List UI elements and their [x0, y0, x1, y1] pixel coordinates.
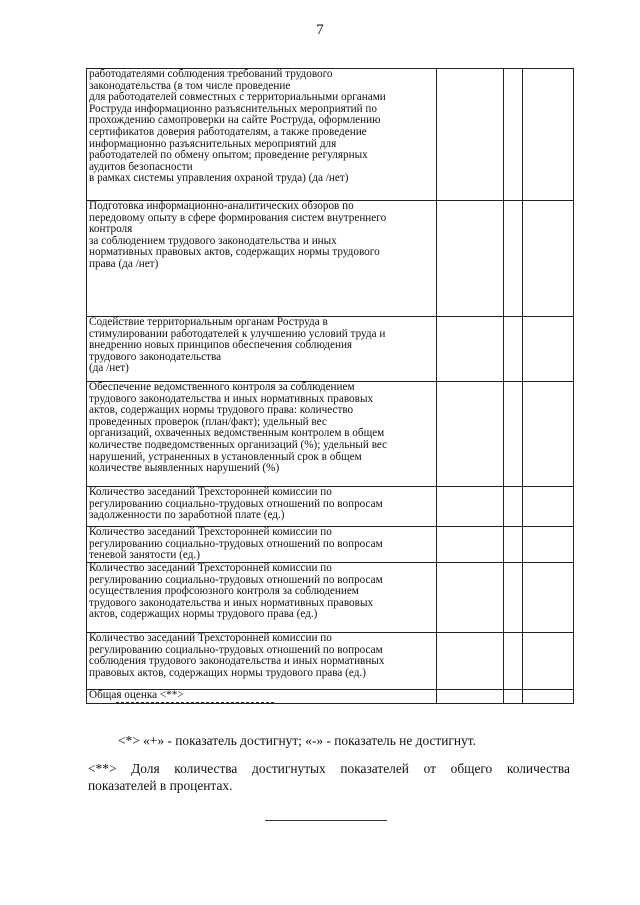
indicator-text-line: аудитов безопасности [89, 160, 193, 173]
indicator-cell [87, 563, 437, 633]
footnote-2-line-1: <**> Доля количества достигнутых показателей от общего количества [88, 761, 570, 776]
table-row [87, 317, 574, 382]
indicator-text-line: регулированию социально-трудовых отношений по вопросам [89, 643, 383, 656]
indicator-text-line: нормативных правовых актов, содержащих нормы трудового [89, 246, 380, 259]
value-cell-3 [523, 201, 574, 317]
value-cell-3 [523, 690, 574, 704]
value-cell-1 [437, 382, 503, 487]
indicator-text-line: контроля [89, 223, 133, 236]
value-cell-2 [503, 527, 523, 563]
indicator-cell [87, 382, 437, 487]
indicator-text-line: сертификатов доверия работодателям, а также проведение [89, 125, 367, 138]
indicator-text-line: Роструда информационно разъяснительных мероприятий по [89, 102, 378, 115]
indicator-text-line: трудового законодательства и иных нормативных правовых [89, 596, 374, 609]
table-row [87, 382, 574, 487]
indicator-text-line: Количество заседаний Трехсторонней комиссии по [89, 632, 332, 644]
indicator-cell [87, 633, 437, 690]
indicator-cell [87, 487, 437, 527]
table-row [87, 563, 574, 633]
table-row [87, 69, 574, 201]
indicator-text-line: для работодателей совместных с территориальными органами [89, 91, 386, 104]
page-number: 7 [316, 22, 324, 38]
value-cell-1 [437, 487, 503, 527]
indicator-text-line: стимулировании работодателей к улучшению условий труда и [89, 327, 386, 340]
value-cell-2 [503, 690, 523, 704]
value-cell-3 [523, 527, 574, 563]
indicator-text-line: Общая оценка <**> [89, 689, 184, 701]
indicator-text-line: передовому опыту в сфере формирования систем внутреннего [89, 211, 387, 224]
value-cell-3 [523, 317, 574, 382]
indicator-text-line: задолженности по заработной плате (ед.) [89, 509, 285, 522]
indicator-text-line: Количество заседаний Трехсторонней комиссии по [89, 526, 332, 538]
indicator-text-line: Количество заседаний Трехсторонней комиссии по [89, 562, 332, 574]
value-cell-1 [437, 527, 503, 563]
value-cell-3 [523, 487, 574, 527]
indicator-text-line: работодателей по обмену опытом; проведение регулярных [89, 149, 368, 162]
indicator-text-line: законодательства (в том числе проведение [89, 79, 291, 92]
indicator-text-line: прохождению самопроверки на сайте Роструда, оформлению [89, 114, 381, 127]
indicator-text-line: трудового законодательства [89, 350, 222, 363]
indicator-text-line: количестве подведомственных организаций (%); удельный вес [89, 438, 388, 451]
indicator-text-line: информационно разъяснительных мероприятий для [89, 137, 337, 150]
indicator-text-line: регулированию социально-трудовых отношений по вопросам [89, 537, 383, 550]
indicator-text-line: правовых актов, содержащих нормы трудового права (ед.) [89, 666, 366, 679]
footnote-1: <*> «+» - показатель достигнут; «-» - показатель не достигнут. [118, 733, 476, 748]
value-cell-1 [437, 69, 503, 201]
value-cell-3 [523, 563, 574, 633]
indicator-text-line: в рамках системы управления охраной труда) (да /нет) [89, 172, 349, 185]
indicator-text-line: соблюдения трудового законодательства и иных нормативных [89, 655, 385, 668]
indicator-text-line: организаций, охваченных ведомственным контролем в общем [89, 427, 385, 440]
value-cell-2 [503, 487, 523, 527]
indicator-cell [87, 69, 437, 201]
table-body [87, 69, 574, 704]
indicator-text-line: права (да /нет) [89, 257, 159, 270]
indicator-text-line: актов, содержащих нормы трудового права (ед.) [89, 608, 318, 621]
value-cell-2 [503, 382, 523, 487]
end-line [265, 820, 387, 821]
table-row [87, 633, 574, 690]
indicator-text-line: Содействие территориальным органам Роструда в [89, 316, 328, 328]
indicator-text-line: Подготовка информационно-аналитических обзоров по [89, 200, 354, 212]
value-cell-2 [503, 201, 523, 317]
indicator-cell [87, 201, 437, 317]
indicator-text-line: актов, содержащих нормы трудового права: количество [89, 404, 354, 417]
indicator-text-line: работодателями соблюдения требований трудового [89, 68, 333, 80]
indicators-table [86, 68, 574, 704]
indicator-text-line: проведенных проверок (план/факт); удельный вес [89, 415, 327, 428]
indicator-text-line: Количество заседаний Трехсторонней комиссии по [89, 486, 332, 498]
indicator-text-line: количестве выявленных нарушений (%) [89, 462, 280, 475]
value-cell-2 [503, 317, 523, 382]
value-cell-1 [437, 690, 503, 704]
value-cell-3 [523, 382, 574, 487]
indicator-text-line: за соблюдением трудового законодательства и иных [89, 234, 337, 247]
footnote-2 [88, 760, 570, 794]
indicator-text-line: Обеспечение ведомственного контроля за соблюдением [89, 381, 355, 393]
table-row [87, 201, 574, 317]
value-cell-1 [437, 563, 503, 633]
value-cell-1 [437, 317, 503, 382]
table-row [87, 487, 574, 527]
value-cell-2 [503, 633, 523, 690]
indicator-cell [87, 317, 437, 382]
indicator-text-line: осуществления профсоюзного контроля за соблюдением [89, 585, 359, 598]
footnote-2-line-2: показателей в процентах. [88, 778, 233, 793]
indicator-text-line: регулированию социально-трудовых отношений по вопросам [89, 497, 383, 510]
indicator-text-line: нарушений, устраненных в установленный срок в общем [89, 450, 362, 463]
value-cell-1 [437, 201, 503, 317]
indicator-text-line: трудового законодательства и иных нормативных правовых [89, 392, 374, 405]
value-cell-3 [523, 69, 574, 201]
table-row [87, 527, 574, 563]
indicator-text-line: теневой занятости (ед.) [89, 549, 200, 562]
value-cell-1 [437, 633, 503, 690]
value-cell-3 [523, 633, 574, 690]
value-cell-2 [503, 69, 523, 201]
indicator-text-line: внедрению новых принципов обеспечения соблюдения [89, 339, 353, 352]
indicator-cell [87, 527, 437, 563]
value-cell-2 [503, 563, 523, 633]
indicator-text-line: (да /нет) [89, 362, 129, 375]
footnote-separator [116, 702, 274, 703]
indicator-text-line: регулированию социально-трудовых отношений по вопросам [89, 573, 383, 586]
